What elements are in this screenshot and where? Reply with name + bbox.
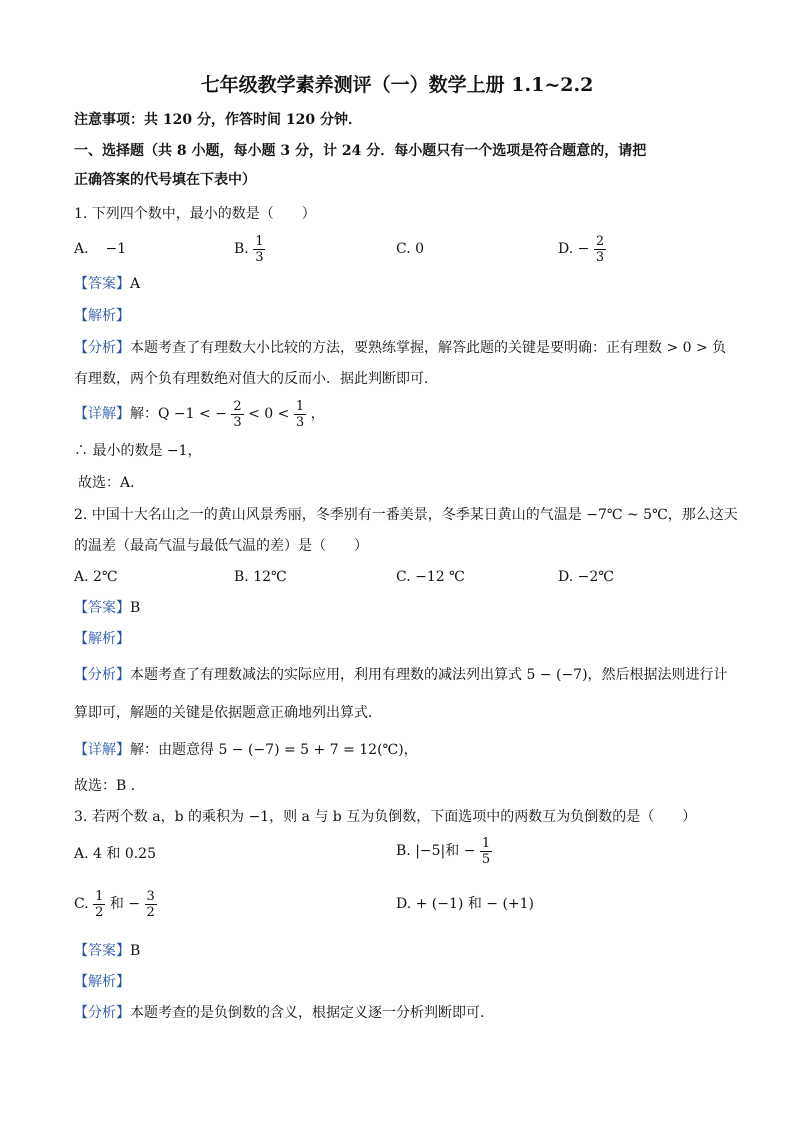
q1-detail-fraction1: $\frac{2}{3}$ xyxy=(233,398,242,430)
q1-detail-mid: < 0 < xyxy=(248,406,290,422)
q1-option-d-fraction: $\frac{2}{3}$ xyxy=(595,233,605,265)
q3-option-b-fraction: $\frac{1}{5}$ xyxy=(481,835,491,867)
q2-stem-line2: 的温差（最高气温与最低气温的差）是（ ） xyxy=(74,538,368,554)
section1-heading-line2: 正确答案的代号填在下表中） xyxy=(74,172,256,188)
q3-fenxi-text: 本题考查的是负倒数的含义，根据定义逐一分析判断即可． xyxy=(130,1005,494,1021)
q1-detail-prefix: 解：Q −1 < − xyxy=(130,406,227,422)
q3-option-d: D. + (−1) 和 − (+1) xyxy=(396,896,535,912)
q2-option-c: C. −12 ℃ xyxy=(396,569,465,585)
q1-option-d-sign: − xyxy=(577,241,590,257)
q3-answer-value: B xyxy=(130,943,141,959)
q1-option-c xyxy=(396,240,424,258)
q1-option-b xyxy=(234,230,265,268)
q3-option-b-abs: |−5| xyxy=(415,843,446,859)
q2-answer xyxy=(74,599,140,617)
q3-option-b-and: 和 − xyxy=(445,843,476,859)
q2-option-a: A. 2℃ xyxy=(74,569,118,585)
q2-stem-line1: 2. 中国十大名山之一的黄山风景秀丽，冬季别有一番美景，冬季某日黄山的气温是 −7℃ ~ 5℃，那么这天 xyxy=(74,507,738,523)
q1-option-d-label: D. xyxy=(558,241,574,257)
q1-option-a-label: A. xyxy=(74,241,89,257)
q1-fenxi-label: 【分析】 xyxy=(74,340,130,356)
q2-answer-value: B xyxy=(130,600,141,616)
q3-option-c-and: 和 − xyxy=(109,896,141,912)
q1-detail-fraction2: $\frac{1}{3}$ xyxy=(295,398,305,430)
q3-option-a: A. 4 和 0.25 xyxy=(74,846,156,862)
q1-option-b-fraction: $\frac{1}{3}$ xyxy=(255,233,264,265)
q2-detail-label: 【详解】 xyxy=(74,742,130,758)
q1-option-d xyxy=(558,230,606,268)
q3-option-b xyxy=(396,832,492,870)
section1-heading-line1: 一、选择题（共 8 小题，每小题 3 分，计 24 分．每小题只有一个选项是符合题意的，请把 xyxy=(74,143,647,159)
q1-detail xyxy=(74,395,325,433)
q2-fenxi-text1: 本题考查了有理数减法的实际应用，利用有理数的减法列出算式 5 − (−7)，然后根据法则进行计 xyxy=(130,667,728,683)
q3-option-b-label: B. xyxy=(396,843,416,859)
q2-fenxi-line1 xyxy=(74,666,728,684)
q3-stem: 3. 若两个数 a，b 的乘积为 −1，则 a 与 b 互为负倒数，下面选项中的两数互为负倒数的是（ ） xyxy=(74,809,697,825)
q1-answer xyxy=(74,275,140,293)
q1-option-c-label: C. xyxy=(396,241,411,257)
q3-option-c-label: C. xyxy=(74,896,89,912)
q1-detail-end: ， xyxy=(310,406,325,422)
q1-option-a xyxy=(74,240,126,258)
q3-fenxi-label: 【分析】 xyxy=(74,1005,130,1021)
q1-analysis-label: 【解析】 xyxy=(74,308,130,324)
q1-fenxi-line2: 有理数，两个负有理数绝对值大的反而小．据此判断即可． xyxy=(74,371,438,387)
q2-fenxi-line2: 算即可，解题的关键是依据题意正确地列出算式． xyxy=(74,705,382,721)
q3-option-c xyxy=(74,885,157,923)
q3-option-c-fraction1: $\frac{1}{2}$ xyxy=(95,888,104,920)
q1-option-c-value: 0 xyxy=(415,241,425,257)
q1-choose: 故选：A． xyxy=(78,475,145,491)
q1-fenxi-text1: 本题考查了有理数大小比较的方法，要熟练掌握，解答此题的关键是要明确：正有理数 > 0 > 负 xyxy=(130,340,727,356)
q3-fenxi xyxy=(74,1004,494,1022)
q1-detail-label: 【详解】 xyxy=(74,406,130,422)
q3-answer xyxy=(74,942,140,960)
q1-answer-label: 【答案】 xyxy=(74,276,130,292)
q2-option-b: B. 12℃ xyxy=(234,569,287,585)
q3-analysis-label: 【解析】 xyxy=(74,974,130,990)
q3-option-c-fraction2: $\frac{3}{2}$ xyxy=(146,888,155,920)
q1-fenxi-line1 xyxy=(74,339,726,357)
q1-min-line: ∴ 最小的数是 −1， xyxy=(74,443,202,459)
page-title: 七年级教学素养测评（一）数学上册 1.1~2.2 xyxy=(200,74,594,96)
q1-option-a-value: −1 xyxy=(105,241,127,257)
q2-option-d: D. −2℃ xyxy=(558,569,614,585)
q2-detail-text: 解：由题意得 5 − (−7) = 5 + 7 = 12(℃)， xyxy=(130,742,418,758)
q2-answer-label: 【答案】 xyxy=(74,600,130,616)
q2-analysis-label: 【解析】 xyxy=(74,631,130,647)
q1-stem: 1. 下列四个数中，最小的数是（ ） xyxy=(74,206,316,222)
q1-answer-value: A xyxy=(130,276,141,292)
notice: 注意事项：共 120 分，作答时间 120 分钟． xyxy=(74,112,362,128)
q2-fenxi-label: 【分析】 xyxy=(74,667,130,683)
q2-detail xyxy=(74,741,418,759)
q2-choose: 故选：B ． xyxy=(74,778,145,794)
q1-option-b-label: B. xyxy=(234,241,249,257)
q3-answer-label: 【答案】 xyxy=(74,943,130,959)
